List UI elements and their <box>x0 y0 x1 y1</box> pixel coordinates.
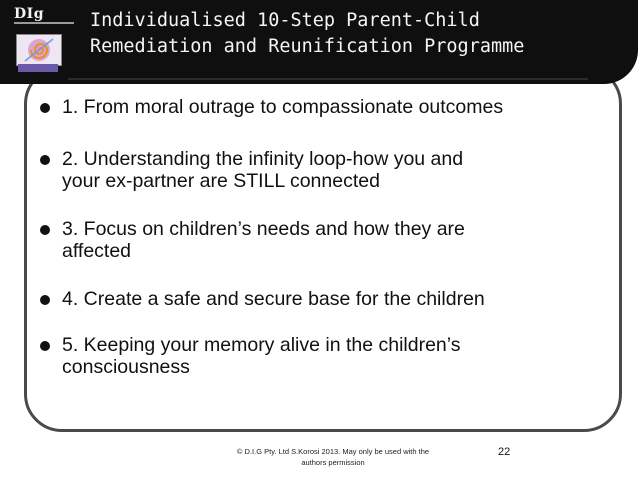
logo <box>6 2 76 78</box>
copyright-line-2: authors permission <box>301 458 365 467</box>
slide-title <box>90 8 630 60</box>
bullet-text-line: consciousness <box>62 356 190 378</box>
bullet-icon <box>40 155 50 165</box>
bullet-text-line: 3. Focus on children’s needs and how they are <box>62 218 465 240</box>
spiral-logo-icon <box>16 34 62 66</box>
title-line-2: Remediation and Reunification Programme <box>90 36 525 57</box>
slide-header <box>0 0 638 84</box>
header-divider <box>68 78 588 80</box>
copyright-note <box>230 446 436 468</box>
bullet-text-line: 2. Understanding the infinity loop-how you and <box>62 148 464 170</box>
title-line-1: Individualised 10-Step Parent-Child <box>90 10 480 31</box>
bullet-icon <box>40 103 50 113</box>
bullet-icon <box>40 225 50 235</box>
bullet-text-line: 1. From moral outrage to compassionate outcomes <box>62 96 504 118</box>
bullet-icon <box>40 341 50 351</box>
page-number: 22 <box>498 446 511 458</box>
copyright-line-1: © D.I.G Pty. Ltd S.Korosi 2013. May only be used with the <box>236 447 430 456</box>
bullet-text-line: 5. Keeping your memory alive in the children’s <box>62 334 461 356</box>
bullet-text-line: 4. Create a safe and secure base for the children <box>62 288 485 310</box>
logo-text: DIg <box>14 6 44 22</box>
logo-underline <box>14 22 74 24</box>
bullet-text-line: your ex-partner are STILL connected <box>62 170 380 192</box>
bullet-icon <box>40 295 50 305</box>
logo-caption-bar <box>18 64 58 72</box>
bullet-text-line: affected <box>62 240 132 262</box>
